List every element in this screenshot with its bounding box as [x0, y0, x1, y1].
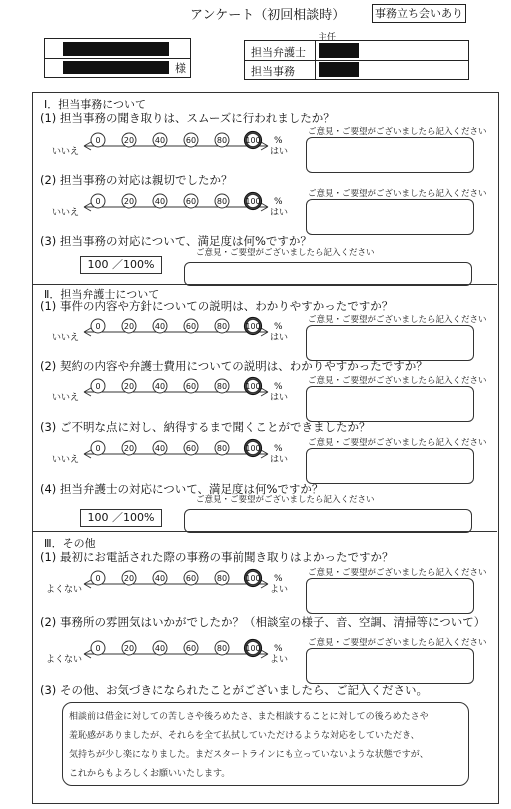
- question-text: (3) その他、お気づきになられたことがございましたら、ご記入ください。: [40, 683, 428, 697]
- comment-prompt: ご意見・ご要望がございましたら記入ください: [308, 568, 487, 578]
- comment-box[interactable]: [306, 137, 474, 173]
- scale-right-label: はい: [270, 455, 289, 465]
- scale-tick-label: 100: [245, 644, 261, 653]
- rating-scale: [82, 378, 282, 404]
- scale-unit: %: [274, 322, 283, 332]
- scale-left-label: よくない: [46, 585, 83, 595]
- question-text: (1) 事件の内容や方針についての説明は、わかりやすかったですか？: [40, 299, 394, 313]
- scale-tick-label: 60: [185, 444, 197, 453]
- scale-tick-label: 80: [216, 574, 228, 583]
- satisfaction-answer: 100 ／100%: [80, 509, 162, 527]
- scale-tick-label: 100: [245, 322, 261, 331]
- client-name-box: [44, 38, 191, 78]
- redaction-block: [319, 43, 359, 58]
- scale-unit: %: [274, 444, 283, 454]
- comment-box[interactable]: [306, 325, 474, 361]
- rating-scale: [82, 570, 282, 596]
- scale-right-label: よい: [270, 585, 289, 595]
- comment-prompt: ご意見・ご要望がございましたら記入ください: [308, 638, 487, 648]
- comment-box[interactable]: [306, 448, 474, 484]
- redaction-block: [63, 61, 169, 74]
- scale-tick-label: 80: [216, 382, 228, 391]
- rating-scale: [82, 132, 282, 158]
- scale-tick-label: 0: [95, 382, 101, 391]
- staff-row-label: 担当事務: [251, 65, 295, 78]
- scale-tick-label: 100: [245, 197, 261, 206]
- scale-tick-label: 80: [216, 197, 228, 206]
- rating-scale: [82, 193, 282, 219]
- section-heading: Ⅰ．担当事務について: [44, 98, 147, 111]
- staff-row-clerk: [245, 60, 468, 79]
- scale-right-label: はい: [270, 147, 289, 157]
- scale-right-label: よい: [270, 655, 289, 665]
- scale-tick-label: 40: [154, 322, 166, 331]
- scale-tick-label: 80: [216, 136, 228, 145]
- scale-tick-label: 80: [216, 444, 228, 453]
- scale-tick-label: 0: [95, 322, 101, 331]
- scale-tick-label: 60: [185, 197, 197, 206]
- comment-prompt: ご意見・ご要望がございましたら記入ください: [308, 438, 487, 448]
- scale-unit: %: [274, 136, 283, 146]
- free-comment-box: [62, 702, 469, 786]
- scale-left-label: いいえ: [52, 208, 80, 218]
- scale-unit: %: [274, 382, 283, 392]
- scale-right-label: はい: [270, 208, 289, 218]
- scale-tick-label: 100: [245, 136, 261, 145]
- section-heading: Ⅱ．担当弁護士について: [44, 288, 160, 301]
- comment-prompt: ご意見・ご要望がございましたら記入ください: [308, 127, 487, 137]
- scale-tick-label: 100: [245, 382, 261, 391]
- scale-tick-label: 0: [95, 197, 101, 206]
- rating-scale: [82, 318, 282, 344]
- scale-left-label: いいえ: [52, 455, 80, 465]
- scale-tick-label: 60: [185, 322, 197, 331]
- handwritten-line: 羞恥感がありましたが、それらを全て払拭していただけるような対応をしていただき、: [69, 731, 420, 741]
- question-text: (3) ご不明な点に対し、納得するまで聞くことができましたか？: [40, 420, 371, 434]
- scale-tick-label: 0: [95, 444, 101, 453]
- redaction-block: [319, 62, 359, 77]
- question-text: (2) 契約の内容や弁護士費用についての説明は、わかりやすかったですか？: [40, 359, 428, 373]
- scale-tick-label: 40: [154, 136, 166, 145]
- staff-box: [244, 40, 469, 80]
- scale-tick-label: 100: [245, 444, 261, 453]
- scale-tick-label: 20: [123, 197, 135, 206]
- scale-tick-label: 60: [185, 136, 197, 145]
- scale-tick-label: 20: [123, 644, 135, 653]
- handwritten-line: 気持ちが少し楽になりました。まだスタートラインにも立っていないような状態ですが、: [69, 750, 429, 760]
- attendance-badge: 事務立ち会いあり: [372, 4, 466, 23]
- scale-tick-label: 60: [185, 382, 197, 391]
- comment-prompt: ご意見・ご要望がございましたら記入ください: [308, 376, 487, 386]
- staff-header: 主任: [318, 33, 337, 43]
- comment-box[interactable]: [306, 648, 474, 684]
- scale-right-label: はい: [270, 333, 289, 343]
- scale-unit: %: [274, 197, 283, 207]
- scale-tick-label: 0: [95, 644, 101, 653]
- scale-tick-label: 20: [123, 382, 135, 391]
- comment-prompt: ご意見・ご要望がございましたら記入ください: [196, 248, 375, 258]
- scale-left-label: いいえ: [52, 147, 80, 157]
- scale-tick-label: 100: [245, 574, 261, 583]
- comment-prompt: ご意見・ご要望がございましたら記入ください: [308, 315, 487, 325]
- comment-prompt: ご意見・ご要望がございましたら記入ください: [196, 495, 375, 505]
- scale-tick-label: 0: [95, 574, 101, 583]
- form-title: アンケート（初回相談時）: [190, 8, 346, 23]
- comment-box[interactable]: [306, 578, 474, 614]
- scale-tick-label: 80: [216, 322, 228, 331]
- handwritten-line: 相談前は借金に対しての苦しさや後ろめたさ、また相談することに対しての後ろめたさや: [69, 712, 429, 722]
- rating-scale: [82, 640, 282, 666]
- scale-left-label: いいえ: [52, 333, 80, 343]
- scale-tick-label: 80: [216, 644, 228, 653]
- comment-box[interactable]: [306, 386, 474, 422]
- question-text: (2) 担当事務の対応は親切でしたか？: [40, 173, 233, 187]
- scale-tick-label: 60: [185, 574, 197, 583]
- scale-unit: %: [274, 574, 283, 584]
- client-suffix: 様: [175, 62, 186, 75]
- satisfaction-answer: 100 ／100%: [80, 256, 162, 274]
- scale-tick-label: 60: [185, 644, 197, 653]
- question-text: (4) 担当弁護士の対応について、満足度は何%ですか？: [40, 482, 324, 496]
- question-text: (1) 最初にお電話された際の事務の事前聞き取りはよかったですか？: [40, 550, 394, 564]
- scale-tick-label: 0: [95, 136, 101, 145]
- scale-tick-label: 40: [154, 644, 166, 653]
- scale-left-label: いいえ: [52, 393, 80, 403]
- scale-tick-label: 20: [123, 136, 135, 145]
- comment-prompt: ご意見・ご要望がございましたら記入ください: [308, 189, 487, 199]
- handwritten-line: これからもよろしくお願いいたします。: [69, 769, 231, 779]
- section-heading: Ⅲ．その他: [44, 537, 96, 550]
- question-text: (1) 担当事務の聞き取りは、スムーズに行われましたか？: [40, 111, 335, 125]
- scale-tick-label: 40: [154, 382, 166, 391]
- scale-tick-label: 20: [123, 574, 135, 583]
- staff-row-label: 担当弁護士: [251, 46, 306, 59]
- scale-tick-label: 20: [123, 322, 135, 331]
- scale-left-label: よくない: [46, 655, 83, 665]
- rating-scale: [82, 440, 282, 466]
- scale-tick-label: 40: [154, 444, 166, 453]
- staff-row-lawyer: [245, 41, 468, 60]
- comment-box[interactable]: [184, 262, 472, 286]
- question-text: (2) 事務所の雰囲気はいかがでしたか？（相談室の様子、音、空調、清掃等について）: [40, 615, 486, 629]
- question-text: (3) 担当事務の対応について、満足度は何%ですか？: [40, 234, 312, 248]
- redaction-block: [63, 42, 169, 56]
- scale-tick-label: 40: [154, 197, 166, 206]
- scale-tick-label: 40: [154, 574, 166, 583]
- comment-box[interactable]: [184, 509, 472, 533]
- scale-unit: %: [274, 644, 283, 654]
- comment-box[interactable]: [306, 199, 474, 235]
- scale-tick-label: 20: [123, 444, 135, 453]
- scale-right-label: はい: [270, 393, 289, 403]
